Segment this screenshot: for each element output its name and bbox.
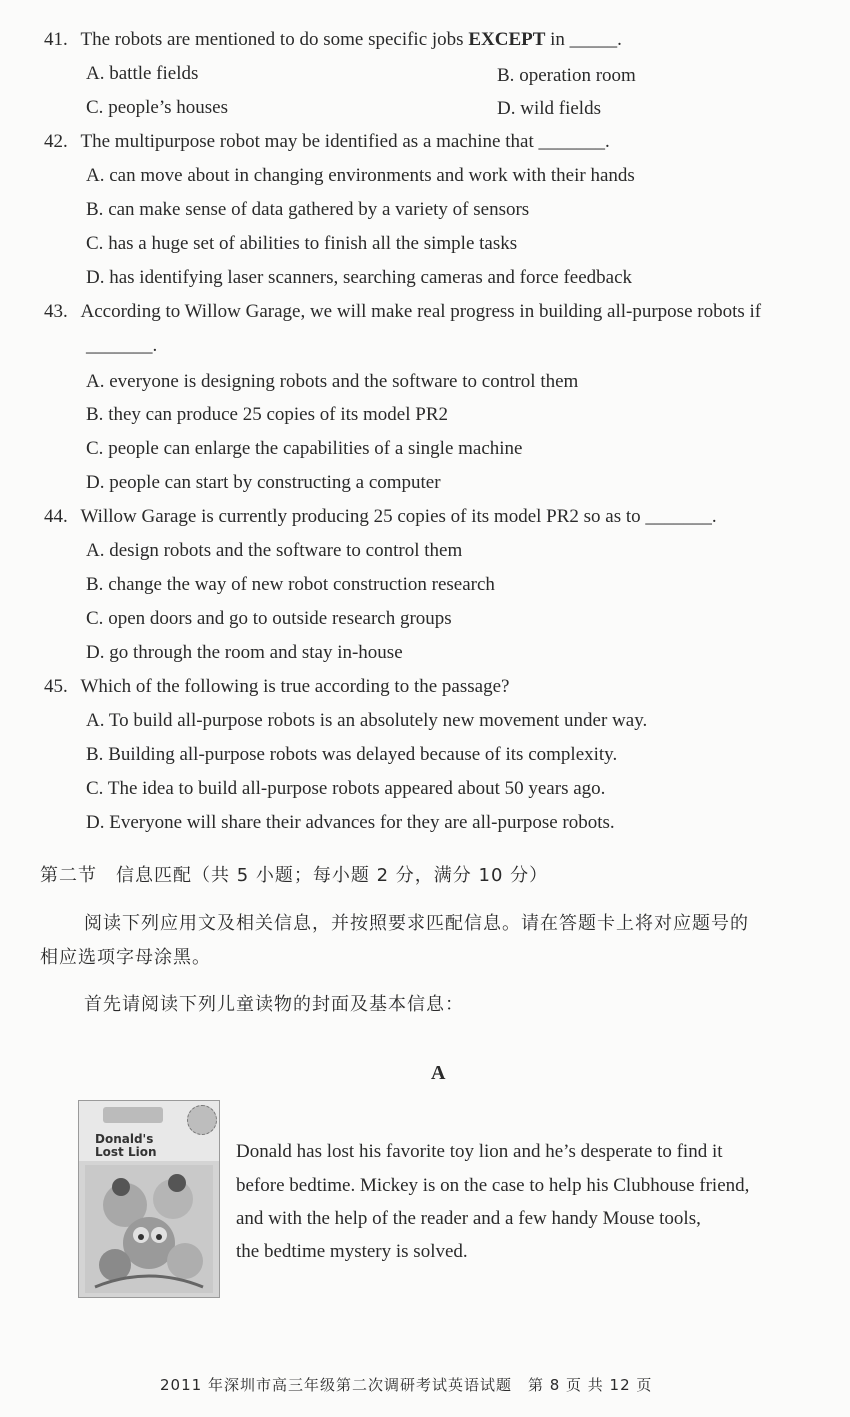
question-44 [44, 505, 717, 529]
option-45-d [86, 811, 615, 835]
option-44-c [86, 607, 452, 631]
question-number: 43. [44, 301, 68, 322]
question-42 [44, 130, 610, 154]
option-text: Building all-purpose robots was delayed because of its complexity. [108, 744, 618, 765]
book-a-desc-line-2: before bedtime. Mickey is on the case to help his Clubhouse friend, [236, 1175, 750, 1196]
option-44-a [86, 539, 462, 563]
book-cover-image [78, 1100, 220, 1298]
option-42-b [86, 198, 529, 222]
option-text: operation room [519, 65, 636, 86]
section-intro: 首先请阅读下列儿童读物的封面及基本信息： [84, 994, 464, 1015]
section-title: 第二节 信息匹配（共 5 小题；每小题 2 分，满分 10 分） [40, 865, 549, 886]
question-stem: Which of the following is true according to the passage? [80, 676, 510, 697]
option-41-c [86, 96, 228, 120]
option-42-a [86, 164, 635, 188]
option-45-a [86, 709, 647, 733]
option-text: Everyone will share their advances for they are all-purpose robots. [109, 812, 615, 833]
option-letter: C. [86, 438, 104, 459]
instruction-line-2: 相应选项字母涂黑。 [40, 947, 211, 968]
question-43 [44, 300, 761, 324]
option-44-b [86, 573, 495, 597]
stem-part: The robots are mentioned to do some specific jobs [80, 29, 469, 50]
cover-title [95, 1133, 157, 1159]
question-number: 44. [44, 506, 68, 527]
option-letter: B. [86, 404, 104, 425]
question-41 [44, 28, 622, 52]
question-43-blank: _______. [86, 335, 158, 356]
option-text: has a huge set of abilities to finish all the simple tasks [108, 233, 518, 254]
question-number: 42. [44, 131, 68, 152]
option-letter: D. [86, 472, 105, 493]
option-41-d [497, 97, 601, 121]
option-43-b [86, 403, 448, 427]
option-letter: B. [86, 744, 104, 765]
stem-part: in _____. [545, 29, 622, 50]
option-text: they can produce 25 copies of its model PR2 [108, 404, 449, 425]
option-45-b [86, 743, 617, 767]
option-letter: D. [86, 642, 105, 663]
option-text: To build all-purpose robots is an absolutely new movement under way. [108, 710, 648, 731]
book-a-desc-line-1: Donald has lost his favorite toy lion and he’s desperate to find it [236, 1141, 723, 1162]
cover-title-line-1: Donald's [95, 1132, 154, 1146]
option-44-d [86, 641, 403, 665]
option-letter: A. [86, 165, 105, 186]
cover-logo [103, 1107, 163, 1123]
option-letter: C. [86, 97, 104, 118]
option-letter: D. [86, 267, 105, 288]
option-42-d [86, 266, 632, 290]
option-text: has identifying laser scanners, searching cameras and force feedback [109, 267, 633, 288]
instruction-line-1: 阅读下列应用文及相关信息，并按照要求匹配信息。请在答题卡上将对应题号的 [84, 913, 749, 934]
cover-seal-icon [187, 1105, 217, 1135]
option-text: people can start by constructing a computer [109, 472, 441, 493]
option-text: can make sense of data gathered by a variety of sensors [108, 199, 530, 220]
option-letter: C. [86, 608, 104, 629]
option-text: everyone is designing robots and the software to control them [109, 371, 579, 392]
option-text: The idea to build all-purpose robots appeared about 50 years ago. [107, 778, 606, 799]
option-41-b [497, 64, 636, 88]
option-43-d [86, 471, 441, 495]
option-letter: B. [86, 199, 104, 220]
option-text: people can enlarge the capabilities of a single machine [108, 438, 523, 459]
book-a-heading: A [431, 1062, 446, 1084]
option-letter: B. [86, 574, 104, 595]
book-a-desc-line-3: and with the help of the reader and a few handy Mouse tools, [236, 1208, 701, 1229]
option-text: design robots and the software to control them [109, 540, 463, 561]
option-letter: A. [86, 540, 105, 561]
question-stem: Willow Garage is currently producing 25 copies of its model PR2 so as to _______. [80, 506, 717, 527]
option-letter: B. [497, 65, 515, 86]
option-42-c [86, 232, 517, 256]
question-number: 45. [44, 676, 68, 697]
option-41-a [86, 62, 198, 86]
option-text: wild fields [520, 98, 601, 119]
option-letter: A. [86, 710, 105, 731]
option-text: people’s houses [108, 97, 228, 118]
option-43-a [86, 370, 578, 394]
option-text: battle fields [109, 63, 199, 84]
option-45-c [86, 777, 605, 801]
cover-illustration [85, 1165, 213, 1293]
question-stem: The multipurpose robot may be identified as a machine that _______. [80, 131, 610, 152]
option-letter: D. [497, 98, 516, 119]
option-43-c [86, 437, 523, 461]
option-letter: A. [86, 371, 105, 392]
cover-title-line-2: Lost Lion [95, 1145, 157, 1159]
option-text: go through the room and stay in-house [109, 642, 403, 663]
option-text: can move about in changing environments and work with their hands [109, 165, 635, 186]
question-stem: According to Willow Garage, we will make real progress in building all-purpose robots if [80, 301, 762, 322]
book-a-desc-line-4: the bedtime mystery is solved. [236, 1241, 468, 1262]
option-letter: C. [86, 778, 104, 799]
option-letter: C. [86, 233, 104, 254]
option-text: change the way of new robot construction research [108, 574, 495, 595]
stem-bold: EXCEPT [468, 29, 546, 50]
option-letter: A. [86, 63, 105, 84]
page-footer: 2011 年深圳市高三年级第二次调研考试英语试题 第 8 页 共 12 页 [160, 1376, 653, 1394]
question-stem [81, 29, 622, 50]
option-letter: D. [86, 812, 105, 833]
question-number: 41. [44, 29, 68, 50]
question-45 [44, 675, 509, 699]
option-text: open doors and go to outside research groups [108, 608, 452, 629]
